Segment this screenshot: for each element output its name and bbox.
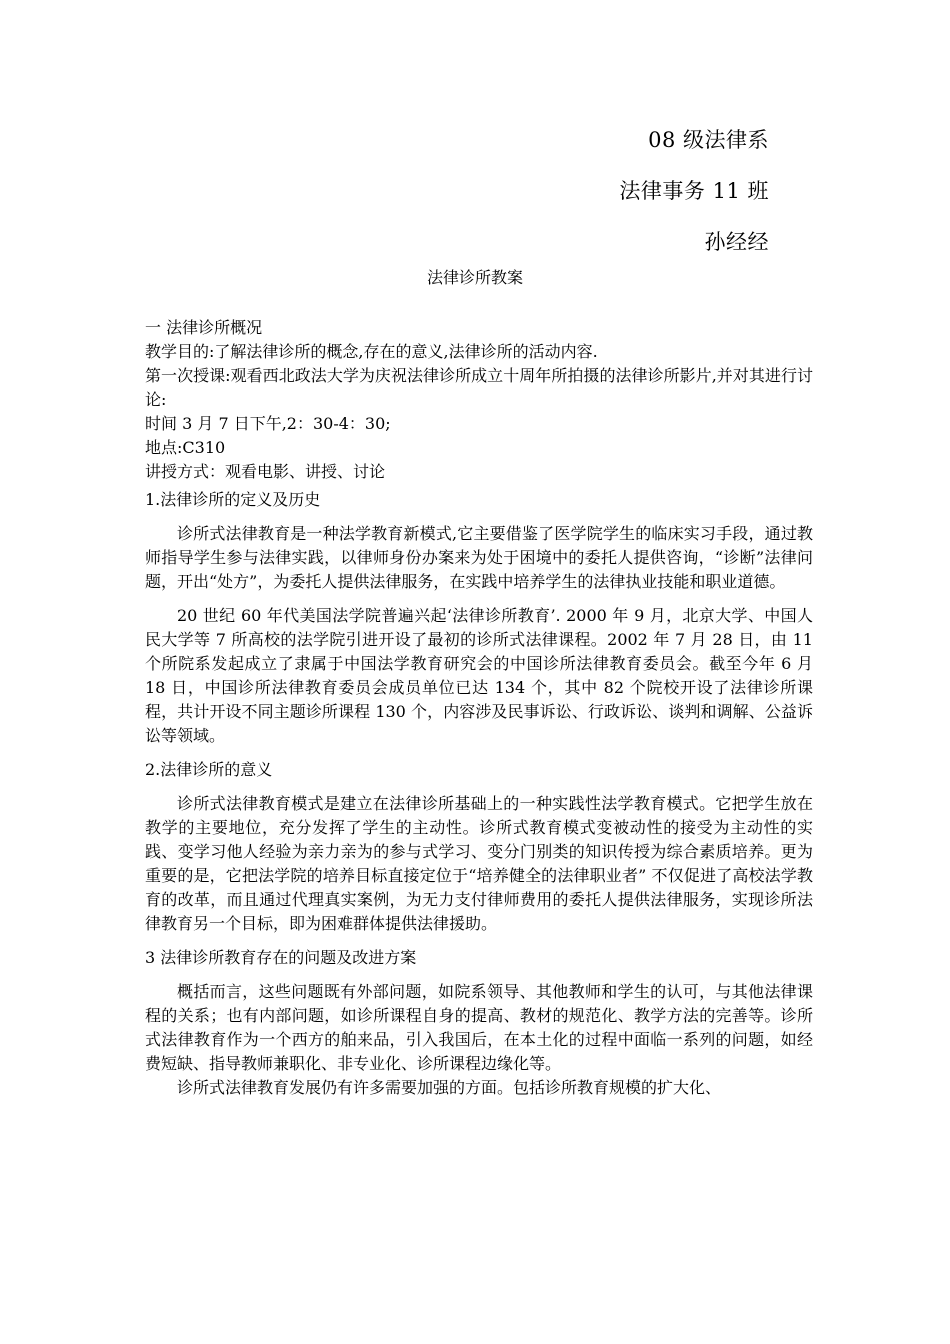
lesson-location: 地点:C310 [145, 438, 226, 457]
author-line: 孙经经 [704, 230, 769, 254]
part3-heading: 3 法律诊所教育存在的问题及改进方案 [145, 948, 417, 967]
part3-paragraph-1: 概括而言，这些问题既有外部问题，如院系领导、其他教师和学生的认可，与其他法律课程的关系；也有内部问题，如诊所课程自身的提高、教材的规范化、教学方法的完善等。诊所式法律教育作为一个西方的舶来品，引入我国后，在本土化的过程中面临一系列的问题，如经费短缺、指导教师兼职化、非专业化、诊所课程边缘化等。 [145, 982, 813, 1073]
teaching-objective: 教学目的:了解法律诊所的概念,存在的意义,法律诊所的活动内容. [145, 342, 598, 361]
part2-paragraph-1: 诊所式法律教育模式是建立在法律诊所基础上的一种实践性法学教育模式。它把学生放在教学的主要地位，充分发挥了学生的主动性。诊所式教育模式变被动性的接受为主动性的实践、变学习他人经验为亲力亲为的参与式学习、变分门别类的知识传授为综合素质培养。更为重要的是，它把法学院的培养目标直接定位于“培养健全的法律职业者” 不仅促进了高校法学教育的改革，而且通过代理真实案例，为无力支付律师费用的委托人提供法律服务，实现诊所法律教育另一个目标，即为困难群体提供法律援助。 [145, 794, 813, 933]
part1-paragraph-1: 诊所式法律教育是一种法学教育新模式,它主要借鉴了医学院学生的临床实习手段，通过教师指导学生参与法律实践，以律师身份办案来为处于困境中的委托人提供咨询，“诊断”法律问题，开出“处方”，为委托人提供法律服务，在实践中培养学生的法律执业技能和职业道德。 [145, 524, 813, 591]
part1-paragraph-2: 20 世纪 60 年代美国法学院普遍兴起‘法律诊所教育’. 2000 年 9 月，北京大学、中国人民大学等 7 所高校的法学院引进开设了最初的诊所式法律课程。2002 年 7 月 28 日，由 11 个所院系发起成立了隶属于中国法学教育研究会的中国诊所法律教育委员会。截至今年 6 月 18 日，中国诊所法律教育委员会成员单位已达 134 个，其中 82 个院校开设了法律诊所课程，共计开设不同主题诊所课程 130 个，内容涉及民事诉讼、行政诉讼、谈判和调解、公益诉讼等领域。 [145, 606, 813, 745]
first-lesson: 第一次授课:观看西北政法大学为庆祝法律诊所成立十周年所拍摄的法律诊所影片,并对其进行讨论: [145, 366, 813, 409]
part1-heading: 1.法律诊所的定义及历史 [145, 490, 321, 509]
class-line: 法律事务 11 班 [619, 179, 769, 203]
document-title: 法律诊所教案 [426, 268, 523, 287]
section-heading: 一 法律诊所概况 [145, 318, 263, 337]
section-one [145, 316, 813, 1100]
part3-paragraph-2: 诊所式法律教育发展仍有许多需要加强的方面。包括诊所教育规模的扩大化、 [177, 1078, 722, 1097]
lesson-method: 讲授方式：观看电影、讲授、讨论 [145, 462, 386, 481]
lesson-time: 时间 3 月 7 日下午,2：30-4：30; [145, 414, 391, 433]
department-line: 08 级法律系 [648, 128, 769, 152]
part2-heading: 2.法律诊所的意义 [145, 760, 273, 779]
